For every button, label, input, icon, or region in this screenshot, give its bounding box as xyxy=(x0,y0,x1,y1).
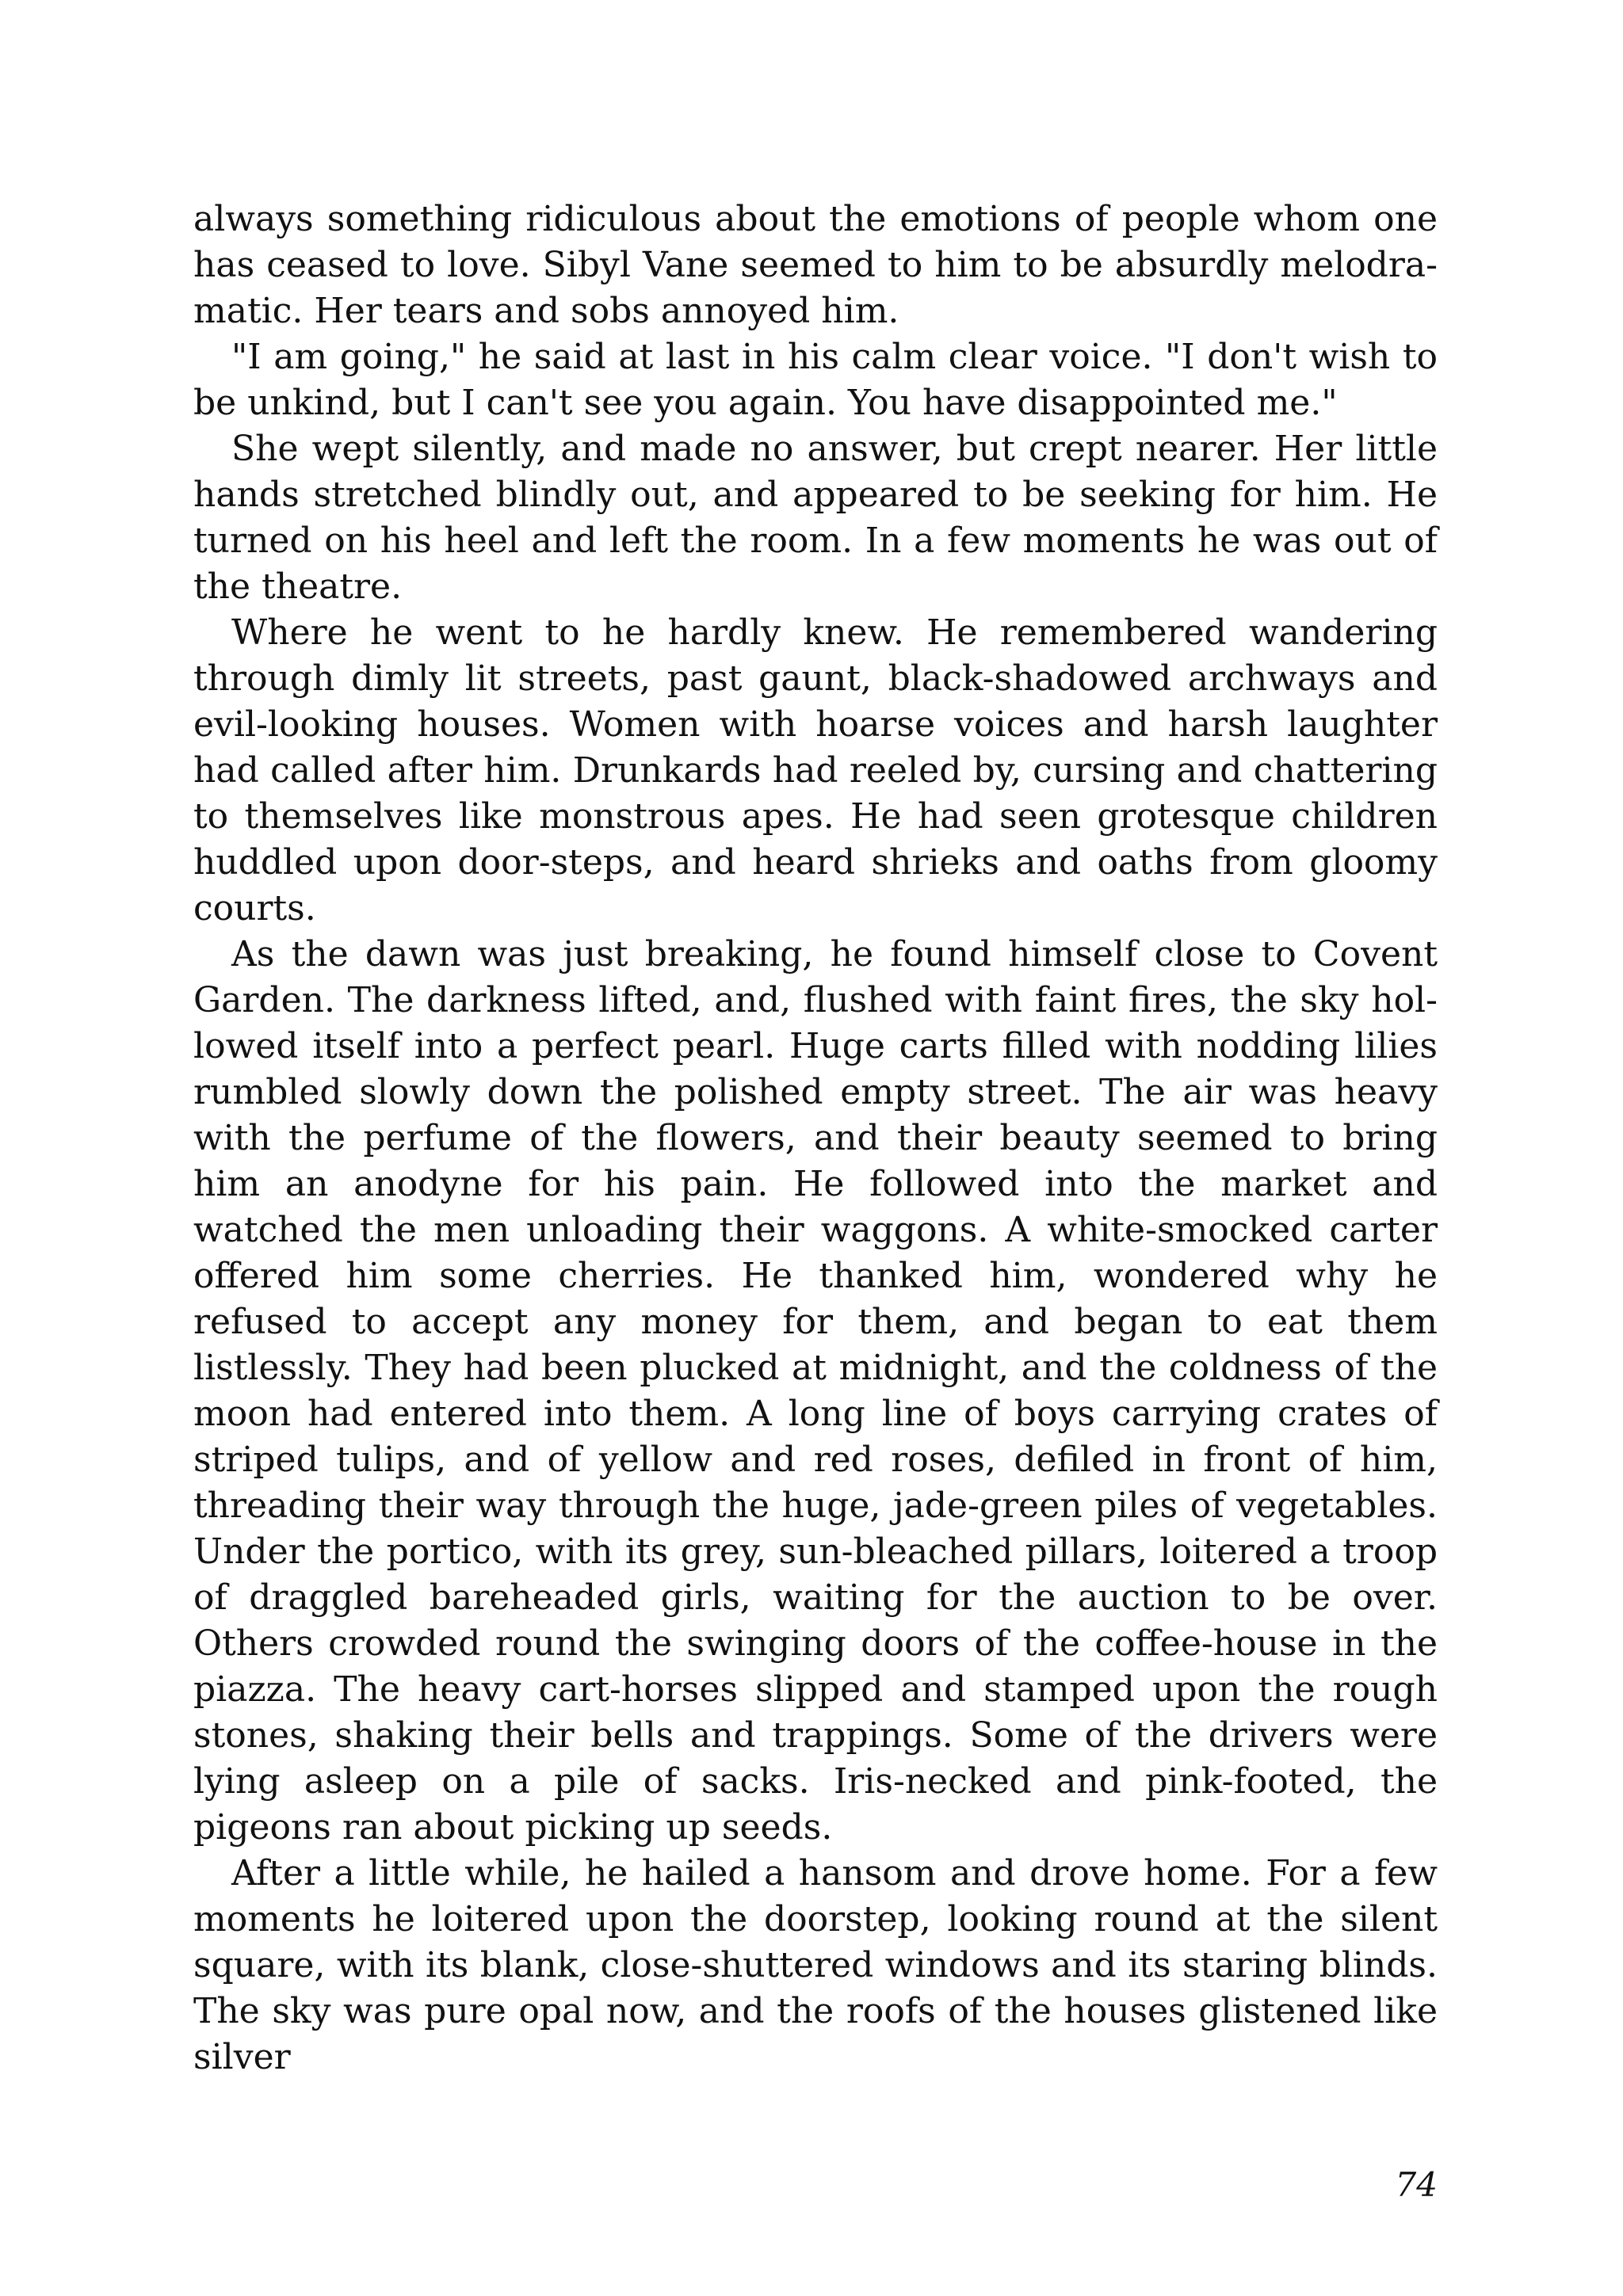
page-body xyxy=(193,196,1438,2081)
paragraph-3: She wept silently, and made no answer, but crept nearer. Her little hands stretched blindly out, and appeared to be seeking for him. He turned on his heel and left the room. In a few moments he was out of the theatre. xyxy=(193,429,1438,607)
paragraph-1: always something ridiculous about the emotions of people whom one has ceased to love. Sibyl Vane seemed to him to be absurdly melodramatic. Her tears and sobs annoyed him. xyxy=(193,199,1438,331)
paragraph-6: After a little while, he hailed a hansom and drove home. For a few moments he loitered upon the doorstep, looking round at the silent square, with its blank, close-shuttered windows and its staring blinds. The sky was pure opal now, and the roofs of the houses glistened like silver xyxy=(193,1853,1438,2077)
paragraph-4: Where he went to he hardly knew. He remembered wandering through dimly lit streets, past gaunt, black-shadowed archways and evil-looking houses. Women with hoarse voices and harsh laughter had called after him. Drunkards had reeled by, cursing and chattering to themselves like monstrous apes. He had seen grotesque children huddled upon door-steps, and heard shrieks and oaths from gloomy courts. xyxy=(193,612,1438,929)
paragraph-5: As the dawn was just breaking, he found himself close to Covent Garden. The darkness lifted, and, flushed with faint fires, the sky hollowed itself into a perfect pearl. Huge carts filled with nodding lilies rumbled slowly down the polished empty street. The air was heavy with the perfume of the flowers, and their beauty seemed to bring him an anodyne for his pain. He followed into the market and watched the men unloading their waggons. A white-smocked carter offered him some cherries. He thanked him, wondered why he refused to accept any money for them, and began to eat them listlessly. They had been plucked at midnight, and the coldness of the moon had entered into them. A long line of boys carrying crates of striped tulips, and of yellow and red roses, defiled in front of him, threading their way through the huge, jade-green piles of vegetables. Under the portico, with its grey, sun-bleached pillars, loitered a troop of draggled bareheaded girls, waiting for the auction to be over. Others crowded round the swinging doors of the coffee-house in the piazza. The heavy cart-horses slipped and stamped upon the rough stones, shaking their bells and trappings. Some of the drivers were lying asleep on a pile of sacks. Iris-necked and pink-footed, the pigeons ran about picking up seeds. xyxy=(193,934,1438,1848)
paragraph-2: "I am going," he said at last in his calm clear voice. "I don't wish to be unkind, but I can't see you again. You have disappointed me." xyxy=(193,337,1438,423)
page-number: 74 xyxy=(1395,2165,1438,2204)
